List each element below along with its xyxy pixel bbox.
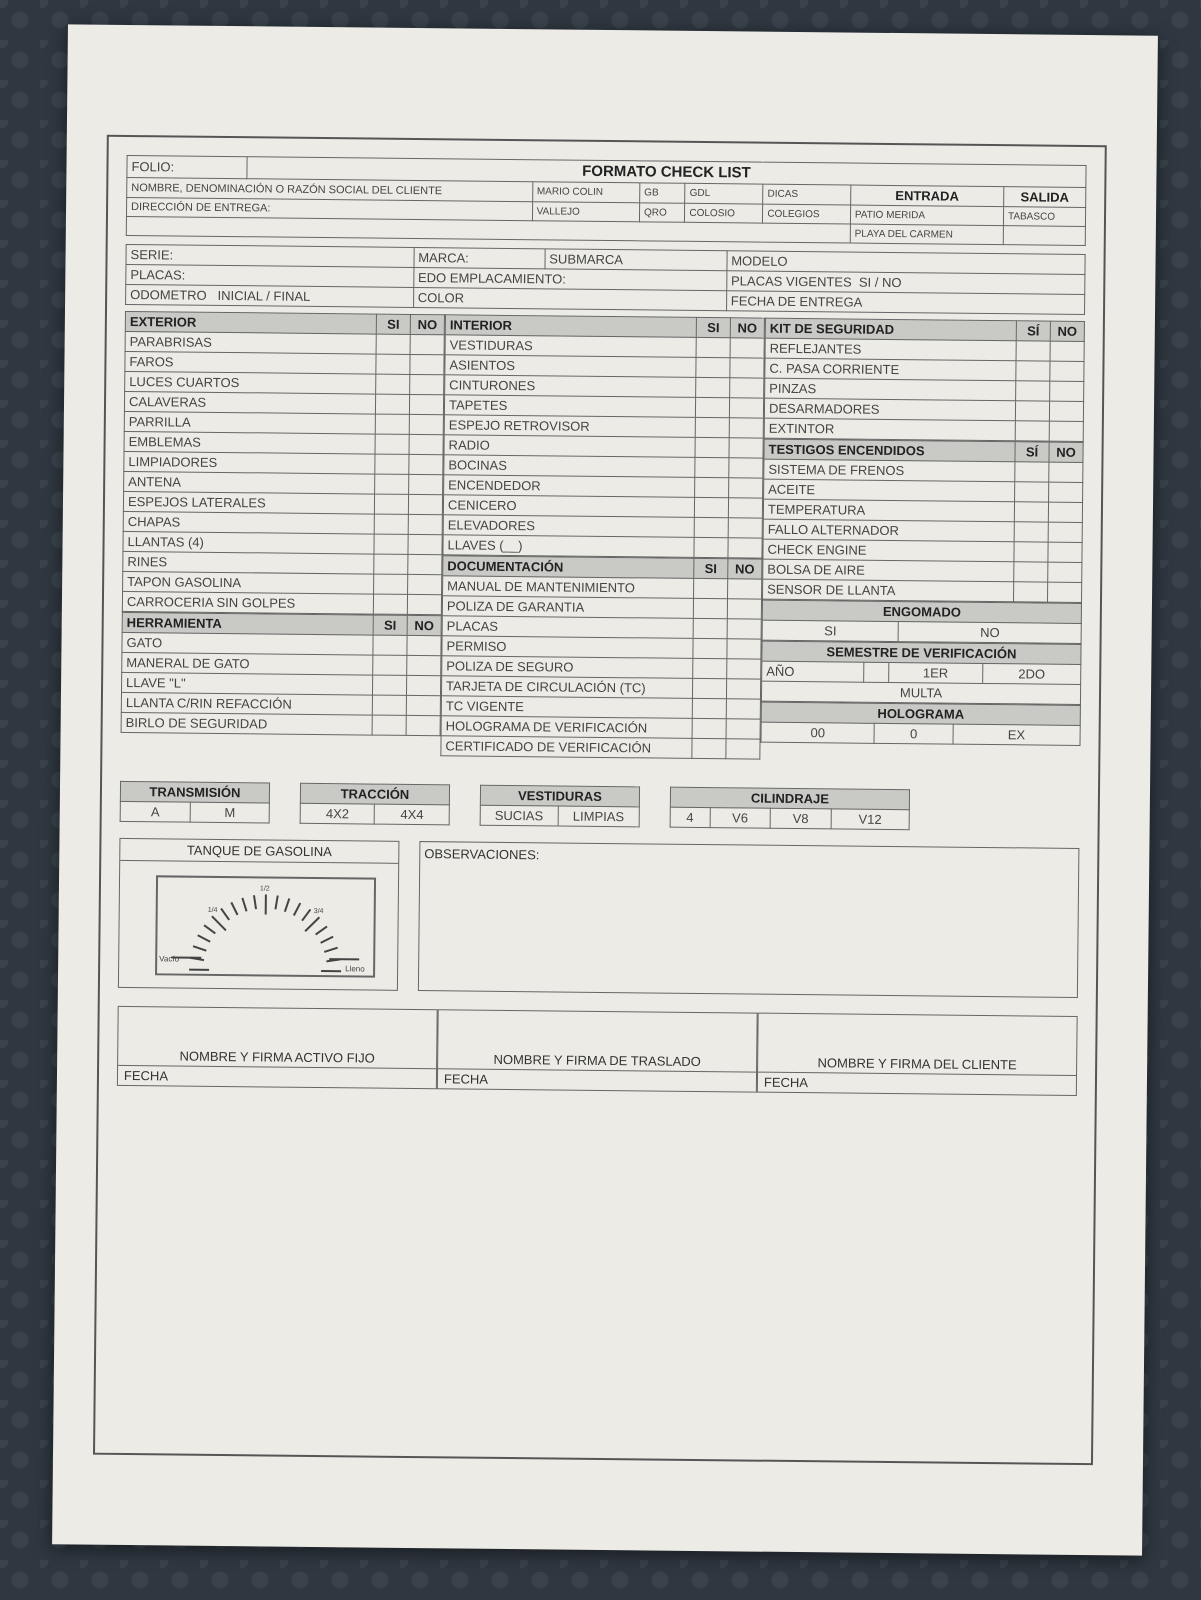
observaciones-box[interactable] xyxy=(418,841,1080,998)
testigos-si-checkbox[interactable] xyxy=(1014,522,1048,542)
exterior-si-checkbox[interactable] xyxy=(373,594,407,614)
documentacion-si-checkbox[interactable] xyxy=(692,678,726,698)
multa-label[interactable]: MULTA xyxy=(761,681,1080,704)
gauge-tick xyxy=(204,925,215,933)
firma-cliente-fecha[interactable]: FECHA xyxy=(758,1072,1076,1095)
firma-activo-fijo-fecha[interactable]: FECHA xyxy=(118,1065,436,1088)
col-middle xyxy=(440,314,765,759)
herramienta-item-label: BIRLO DE SEGURIDAD xyxy=(121,712,372,735)
cilindraje-v8[interactable]: V8 xyxy=(770,808,831,829)
documentacion-item-label: HOLOGRAMA DE VERIFICACIÓN xyxy=(441,716,692,739)
form-frame xyxy=(93,135,1107,1465)
interior-item-label: ELEVADORES xyxy=(443,515,694,538)
interior-no-checkbox[interactable] xyxy=(729,478,763,498)
exterior-si-checkbox[interactable] xyxy=(374,574,408,594)
kit-no-checkbox[interactable] xyxy=(1050,361,1084,381)
documentacion-no-checkbox[interactable] xyxy=(726,739,760,759)
documentacion-item-label: CERTIFICADO DE VERIFICACIÓN xyxy=(441,736,692,759)
documentacion-item-label: TARJETA DE CIRCULACIÓN (TC) xyxy=(441,676,692,699)
documentacion-no-checkbox[interactable] xyxy=(727,599,761,619)
gauge-tick xyxy=(231,902,237,915)
exterior-no-checkbox[interactable] xyxy=(408,554,442,574)
interior-si-checkbox[interactable] xyxy=(694,537,728,557)
interior-item-label: ENCENDEDOR xyxy=(444,475,695,498)
tanque-box xyxy=(118,838,400,991)
interior-title: INTERIOR xyxy=(445,315,696,338)
documentacion-item-label: PERMISO xyxy=(442,636,693,659)
kit-no-checkbox[interactable] xyxy=(1049,421,1083,441)
herramienta-item-label: MANERAL DE GATO xyxy=(122,652,373,675)
interior-no-checkbox[interactable] xyxy=(730,338,764,358)
testigos-no-checkbox[interactable] xyxy=(1048,542,1082,562)
interior-item-label: CINTURONES xyxy=(445,375,696,398)
herramienta-si-checkbox[interactable] xyxy=(372,715,406,735)
gauge-tick xyxy=(305,917,319,931)
herramienta-row xyxy=(121,712,440,735)
placas-si[interactable]: SI xyxy=(858,274,872,290)
herramienta-title: HERRAMIENTA xyxy=(122,612,373,635)
documentacion-item-label: MANUAL DE MANTENIMIENTO xyxy=(443,576,694,599)
interior-item-label: VESTIDURAS xyxy=(445,335,696,358)
holograma-table xyxy=(761,702,1081,746)
exterior-si-checkbox[interactable] xyxy=(375,454,409,474)
engomado-table xyxy=(762,600,1082,644)
interior-no-checkbox[interactable] xyxy=(729,438,763,458)
documentacion-no-checkbox[interactable] xyxy=(726,719,760,739)
exterior-si-checkbox[interactable] xyxy=(375,434,409,454)
herramienta-si-checkbox[interactable] xyxy=(372,675,406,695)
interior-si-checkbox[interactable] xyxy=(696,377,730,397)
interior-si-header: SI xyxy=(696,317,730,337)
folio-label: FOLIO: xyxy=(127,155,247,178)
gauge-tick xyxy=(254,895,256,909)
interior-table xyxy=(442,314,765,558)
testigos-si-header: SÍ xyxy=(1015,442,1049,462)
firma-cliente-label: NOMBRE Y FIRMA DEL CLIENTE xyxy=(817,1055,1017,1073)
exterior-item-label: LLANTAS (4) xyxy=(123,531,374,554)
observaciones-label: OBSERVACIONES: xyxy=(424,846,540,863)
odometro-inicial[interactable]: INICIAL xyxy=(217,287,263,304)
kit-table xyxy=(764,318,1085,442)
interior-si-checkbox[interactable] xyxy=(695,457,729,477)
exterior-item-label: ESPEJOS LATERALES xyxy=(123,491,374,514)
cilindraje-4[interactable]: 4 xyxy=(670,807,710,827)
documentacion-table xyxy=(440,555,762,759)
kit-no-header: NO xyxy=(1050,321,1084,341)
testigos-item-label: BOLSA DE AIRE xyxy=(763,559,1014,582)
gauge-tick xyxy=(275,895,277,909)
interior-item-label: ASIENTOS xyxy=(445,355,696,378)
exterior-item-label: FAROS xyxy=(125,351,376,374)
cilindraje-table xyxy=(670,787,910,831)
signature-row xyxy=(117,1006,1078,1096)
testigos-si-checkbox[interactable] xyxy=(1014,502,1048,522)
kit-si-header: SÍ xyxy=(1016,321,1050,341)
documentacion-no-checkbox[interactable] xyxy=(727,639,761,659)
holograma-ex[interactable]: EX xyxy=(953,724,1080,745)
cliente-label: NOMBRE, DENOMINACIÓN O RAZÓN SOCIAL DEL CLIENTE xyxy=(127,177,533,201)
herramienta-no-checkbox[interactable] xyxy=(406,715,440,735)
placas-no[interactable]: NO xyxy=(881,274,902,291)
herramienta-no-checkbox[interactable] xyxy=(406,675,440,695)
ubicacion-colosio[interactable]: COLOSIO xyxy=(685,203,763,223)
gauge-tick xyxy=(212,916,226,930)
exterior-item-label: CHAPAS xyxy=(123,511,374,534)
gauge-tick xyxy=(193,946,206,950)
kit-item-label: PINZAS xyxy=(765,378,1016,401)
documentacion-no-header: NO xyxy=(728,559,762,579)
exterior-item-label: ANTENA xyxy=(124,471,375,494)
interior-item-label: BOCINAS xyxy=(444,455,695,478)
documentacion-no-checkbox[interactable] xyxy=(726,679,760,699)
exterior-si-checkbox[interactable] xyxy=(374,534,408,554)
documentacion-si-checkbox[interactable] xyxy=(694,578,728,598)
serie-field[interactable]: SERIE: xyxy=(126,244,414,267)
interior-si-checkbox[interactable] xyxy=(695,397,729,417)
kit-si-checkbox[interactable] xyxy=(1015,401,1049,421)
engomado-no[interactable]: NO xyxy=(898,622,1081,644)
exterior-no-checkbox[interactable] xyxy=(409,474,443,494)
semestre-anio[interactable]: AÑO xyxy=(762,661,864,682)
interior-si-checkbox[interactable] xyxy=(694,497,728,517)
documentacion-item-label: TC VIGENTE xyxy=(441,696,692,719)
firma-activo-fijo-label: NOMBRE Y FIRMA ACTIVO FIJO xyxy=(179,1048,375,1066)
fecha-entrega-field[interactable]: FECHA DE ENTREGA xyxy=(726,291,1084,315)
herramienta-item-label: GATO xyxy=(122,632,373,655)
interior-si-checkbox[interactable] xyxy=(696,337,730,357)
form-title: FORMATO CHECK LIST xyxy=(247,157,1086,188)
semestre-table xyxy=(761,641,1082,705)
engomado-title: ENGOMADO xyxy=(762,600,1081,623)
engomado-si[interactable]: SI xyxy=(762,620,899,641)
kit-si-checkbox[interactable] xyxy=(1016,381,1050,401)
exterior-title: EXTERIOR xyxy=(125,311,376,334)
exterior-si-checkbox[interactable] xyxy=(375,474,409,494)
testigos-si-checkbox[interactable] xyxy=(1015,462,1049,482)
exterior-item-label: RINES xyxy=(123,551,374,574)
exterior-item-label: PARABRISAS xyxy=(125,331,376,354)
interior-no-checkbox[interactable] xyxy=(729,398,763,418)
testigos-no-checkbox[interactable] xyxy=(1048,562,1082,582)
kit-no-checkbox[interactable] xyxy=(1050,341,1084,361)
kit-item-label: EXTINTOR xyxy=(764,418,1015,441)
exterior-si-checkbox[interactable] xyxy=(376,354,410,374)
gauge-tick xyxy=(316,926,327,934)
exterior-no-checkbox[interactable] xyxy=(408,574,442,594)
herramienta-table xyxy=(121,612,442,736)
traccion-table xyxy=(300,783,450,826)
interior-si-checkbox[interactable] xyxy=(695,437,729,457)
col-left xyxy=(120,311,445,756)
ubicacion-patio-merida[interactable]: PATIO MERIDA xyxy=(850,205,1003,226)
kit-si-checkbox[interactable] xyxy=(1016,361,1050,381)
fuel-gauge-ticks xyxy=(157,877,374,975)
entrada-label[interactable]: ENTRADA xyxy=(850,185,1003,207)
option-tables xyxy=(120,781,1080,832)
interior-no-checkbox[interactable] xyxy=(730,378,764,398)
exterior-si-checkbox[interactable] xyxy=(376,374,410,394)
exterior-item-label: PARRILLA xyxy=(124,411,375,434)
testigos-item-label: SENSOR DE LLANTA xyxy=(763,579,1014,602)
interior-no-checkbox[interactable] xyxy=(730,358,764,378)
exterior-si-checkbox[interactable] xyxy=(374,494,408,514)
ubicacion-gdl[interactable]: GDL xyxy=(685,183,763,204)
gauge-q1: 1/4 xyxy=(207,906,218,914)
semestre-anio-value[interactable] xyxy=(864,662,889,682)
ubicacion-tabasco[interactable]: TABASCO xyxy=(1003,207,1085,227)
firma-activo-fijo[interactable] xyxy=(117,1006,438,1089)
documentacion-item-label: POLIZA DE SEGURO xyxy=(442,656,693,679)
exterior-no-checkbox[interactable] xyxy=(410,374,444,394)
documentacion-no-checkbox[interactable] xyxy=(727,619,761,639)
gauge-vacio: Vacío xyxy=(159,954,180,964)
exterior-si-checkbox[interactable] xyxy=(375,394,409,414)
testigos-no-checkbox[interactable] xyxy=(1048,522,1082,542)
exterior-no-checkbox[interactable] xyxy=(409,414,443,434)
interior-item-label: TAPETES xyxy=(444,395,695,418)
semestre-1er[interactable]: 1ER xyxy=(888,662,982,683)
interior-no-checkbox[interactable] xyxy=(729,458,763,478)
interior-item-label: RADIO xyxy=(444,435,695,458)
semestre-title: SEMESTRE DE VERIFICACIÓN xyxy=(762,641,1081,664)
interior-si-checkbox[interactable] xyxy=(695,477,729,497)
gauge-tick xyxy=(321,937,334,943)
tanque-title: TANQUE DE GASOLINA xyxy=(120,839,398,864)
gauge-q2: 1/2 xyxy=(259,885,270,893)
testigos-item-label: ACEITE xyxy=(764,479,1015,502)
firma-traslado-label: NOMBRE Y FIRMA DE TRASLADO xyxy=(493,1051,701,1070)
salida-label[interactable]: SALIDA xyxy=(1004,187,1086,208)
interior-no-checkbox[interactable] xyxy=(729,418,763,438)
herramienta-no-checkbox[interactable] xyxy=(407,635,441,655)
herramienta-si-checkbox[interactable] xyxy=(372,695,406,715)
herramienta-si-checkbox[interactable] xyxy=(373,635,407,655)
vestiduras-limpias[interactable]: LIMPIAS xyxy=(558,806,640,827)
testigos-no-checkbox[interactable] xyxy=(1049,482,1083,502)
documentacion-si-checkbox[interactable] xyxy=(692,718,726,738)
vehicle-table: SERIE: MARCA: SUBMARCA MODELO PLACAS: EDO EMPLACAMIENTO: PLACAS VIGENTES SI / NO ODOMETRO INICIAL / FINAL COLOR FECHA DE ENTREGA xyxy=(125,244,1086,315)
exterior-no-checkbox[interactable] xyxy=(409,454,443,474)
header-table xyxy=(126,155,1087,246)
kit-item-label: DESARMADORES xyxy=(764,398,1015,421)
exterior-no-checkbox[interactable] xyxy=(409,394,443,414)
transmision-a[interactable]: A xyxy=(120,801,190,822)
marca-field[interactable]: MARCA: xyxy=(414,247,545,268)
testigos-item-label: SISTEMA DE FRENOS xyxy=(764,459,1015,482)
edo-emplacamiento-field[interactable]: EDO EMPLACAMIENTO: xyxy=(413,267,726,290)
odometro-final[interactable]: FINAL xyxy=(273,288,311,304)
interior-si-checkbox[interactable] xyxy=(694,517,728,537)
testigos-item-label: FALLO ALTERNADOR xyxy=(763,519,1014,542)
documentacion-no-checkbox[interactable] xyxy=(726,699,760,719)
testigos-si-checkbox[interactable] xyxy=(1015,482,1049,502)
holograma-title: HOLOGRAMA xyxy=(761,702,1080,725)
documentacion-title: DOCUMENTACIÓN xyxy=(443,556,694,579)
exterior-si-checkbox[interactable] xyxy=(374,554,408,574)
placas-field[interactable]: PLACAS: xyxy=(126,264,414,287)
documentacion-si-checkbox[interactable] xyxy=(692,738,726,758)
kit-no-checkbox[interactable] xyxy=(1050,381,1084,401)
gauge-tick xyxy=(242,898,246,911)
herramienta-no-checkbox[interactable] xyxy=(406,695,440,715)
ubicacion-playa-del-carmen[interactable]: PLAYA DEL CARMEN xyxy=(850,224,1003,245)
testigos-no-checkbox[interactable] xyxy=(1048,502,1082,522)
exterior-item-label: LUCES CUARTOS xyxy=(125,371,376,394)
odometro-label: ODOMETRO xyxy=(130,287,207,303)
form-body xyxy=(117,155,1087,1096)
ubicacion-vallejo[interactable]: VALLEJO xyxy=(532,202,640,222)
exterior-si-checkbox[interactable] xyxy=(375,414,409,434)
testigos-si-checkbox[interactable] xyxy=(1013,582,1047,602)
exterior-item-label: EMBLEMAS xyxy=(124,431,375,454)
exterior-no-checkbox[interactable] xyxy=(408,534,442,554)
firma-cliente[interactable] xyxy=(757,1013,1078,1096)
testigos-no-checkbox[interactable] xyxy=(1049,462,1083,482)
exterior-no-checkbox[interactable] xyxy=(408,514,442,534)
interior-si-checkbox[interactable] xyxy=(695,417,729,437)
interior-no-header: NO xyxy=(730,318,764,338)
traccion-4x4[interactable]: 4X4 xyxy=(375,804,450,825)
documentacion-si-checkbox[interactable] xyxy=(693,598,727,618)
exterior-no-header: NO xyxy=(410,314,444,334)
transmision-table xyxy=(120,781,270,824)
semestre-2do[interactable]: 2DO xyxy=(982,663,1080,684)
ubicacion-mario-colin[interactable]: MARIO COLIN xyxy=(532,182,640,203)
herramienta-item-label: LLAVE "L" xyxy=(121,672,372,695)
herramienta-si-header: SI xyxy=(373,615,407,635)
direccion-label: DIRECCIÓN DE ENTREGA: xyxy=(126,197,532,220)
col-right xyxy=(760,318,1085,763)
placas-vigentes-label: PLACAS VIGENTES xyxy=(730,273,852,290)
interior-row xyxy=(443,535,762,558)
gauge-tick xyxy=(198,935,211,941)
vestiduras-title: VESTIDURAS xyxy=(480,785,639,807)
testigos-table xyxy=(762,439,1084,603)
documentacion-si-checkbox[interactable] xyxy=(693,638,727,658)
exterior-si-header: SI xyxy=(376,314,410,334)
firma-traslado[interactable] xyxy=(437,1009,758,1092)
herramienta-no-checkbox[interactable] xyxy=(407,655,441,675)
exterior-item-label: CALAVERAS xyxy=(124,391,375,414)
holograma-0[interactable]: 0 xyxy=(874,723,953,744)
documentacion-no-checkbox[interactable] xyxy=(727,659,761,679)
traccion-title: TRACCIÓN xyxy=(300,783,449,805)
interior-no-checkbox[interactable] xyxy=(728,538,762,558)
cilindraje-title: CILINDRAJE xyxy=(670,787,909,810)
exterior-item-label: LIMPIADORES xyxy=(124,451,375,474)
vestiduras-sucias[interactable]: SUCIAS xyxy=(480,805,558,826)
testigos-row xyxy=(763,579,1082,602)
gauge-tick xyxy=(294,903,300,916)
interior-item-label: ESPEJO RETROVISOR xyxy=(444,415,695,438)
cilindraje-v6[interactable]: V6 xyxy=(710,808,771,829)
ubicacion-gb[interactable]: GB xyxy=(640,183,686,203)
bottom-section xyxy=(118,838,1080,998)
kit-si-checkbox[interactable] xyxy=(1015,421,1049,441)
holograma-00[interactable]: 00 xyxy=(761,722,875,743)
gauge-lleno: Lleno xyxy=(345,964,365,974)
testigos-no-header: NO xyxy=(1049,442,1083,462)
testigos-item-label: CHECK ENGINE xyxy=(763,539,1014,562)
gauge-tick xyxy=(324,948,337,952)
transmision-m[interactable]: M xyxy=(190,802,269,823)
kit-si-checkbox[interactable] xyxy=(1016,341,1050,361)
cilindraje-v12[interactable]: V12 xyxy=(831,809,909,830)
vestiduras-table xyxy=(480,785,640,828)
interior-item-label: CENICERO xyxy=(443,495,694,518)
herramienta-si-checkbox[interactable] xyxy=(373,655,407,675)
testigos-item-label: TEMPERATURA xyxy=(763,499,1014,522)
gauge-tick xyxy=(285,898,289,911)
documentacion-item-label: POLIZA DE GARANTIA xyxy=(442,596,693,619)
gauge-q3: 3/4 xyxy=(313,907,324,916)
exterior-no-checkbox[interactable] xyxy=(410,334,444,354)
interior-item-label: LLAVES (__) xyxy=(443,535,694,558)
documentacion-row xyxy=(441,736,760,759)
exterior-no-checkbox[interactable] xyxy=(408,494,442,514)
transmision-title: TRANSMISIÓN xyxy=(120,781,269,803)
ubicacion-qro[interactable]: QRO xyxy=(639,203,685,222)
exterior-item-label: TAPON GASOLINA xyxy=(123,571,374,594)
fuel-gauge[interactable] xyxy=(155,875,376,977)
kit-row xyxy=(764,418,1083,441)
interior-no-checkbox[interactable] xyxy=(728,518,762,538)
ubicacion-colegios[interactable]: COLEGIOS xyxy=(763,204,851,224)
exterior-table xyxy=(122,311,445,615)
exterior-no-checkbox[interactable] xyxy=(410,354,444,374)
kit-item-label: C. PASA CORRIENTE xyxy=(765,358,1016,381)
gauge-tick xyxy=(221,909,229,920)
documentacion-si-checkbox[interactable] xyxy=(693,658,727,678)
exterior-item-label: CARROCERIA SIN GOLPES xyxy=(122,591,373,614)
testigos-si-checkbox[interactable] xyxy=(1014,562,1048,582)
documentacion-si-checkbox[interactable] xyxy=(692,698,726,718)
submarca-field[interactable]: SUBMARCA xyxy=(545,249,727,271)
kit-item-label: REFLEJANTES xyxy=(765,338,1016,361)
exterior-row xyxy=(122,591,441,614)
testigos-no-checkbox[interactable] xyxy=(1047,582,1081,602)
interior-no-checkbox[interactable] xyxy=(728,498,762,518)
kit-title: KIT DE SEGURIDAD xyxy=(765,318,1016,341)
herramienta-item-label: LLANTA C/RIN REFACCIÓN xyxy=(121,692,372,715)
color-field[interactable]: COLOR xyxy=(413,287,726,310)
testigos-title: TESTIGOS ENCENDIDOS xyxy=(764,439,1015,462)
paper-sheet xyxy=(52,24,1158,1555)
interior-si-checkbox[interactable] xyxy=(696,357,730,377)
documentacion-si-checkbox[interactable] xyxy=(693,618,727,638)
documentacion-no-checkbox[interactable] xyxy=(728,579,762,599)
modelo-field[interactable]: MODELO xyxy=(727,251,1085,275)
checklist-columns xyxy=(120,311,1085,763)
documentacion-item-label: PLACAS xyxy=(442,616,693,639)
ubicacion-dicas[interactable]: DICAS xyxy=(763,184,851,205)
documentacion-si-header: SI xyxy=(694,558,728,578)
firma-traslado-fecha[interactable]: FECHA xyxy=(438,1068,756,1091)
exterior-no-checkbox[interactable] xyxy=(407,594,441,614)
exterior-si-checkbox[interactable] xyxy=(374,514,408,534)
herramienta-no-header: NO xyxy=(407,615,441,635)
exterior-no-checkbox[interactable] xyxy=(409,434,443,454)
testigos-si-checkbox[interactable] xyxy=(1014,542,1048,562)
traccion-4x2[interactable]: 4X2 xyxy=(300,803,375,824)
exterior-si-checkbox[interactable] xyxy=(376,334,410,354)
kit-no-checkbox[interactable] xyxy=(1049,401,1083,421)
gauge-tick xyxy=(302,909,310,920)
